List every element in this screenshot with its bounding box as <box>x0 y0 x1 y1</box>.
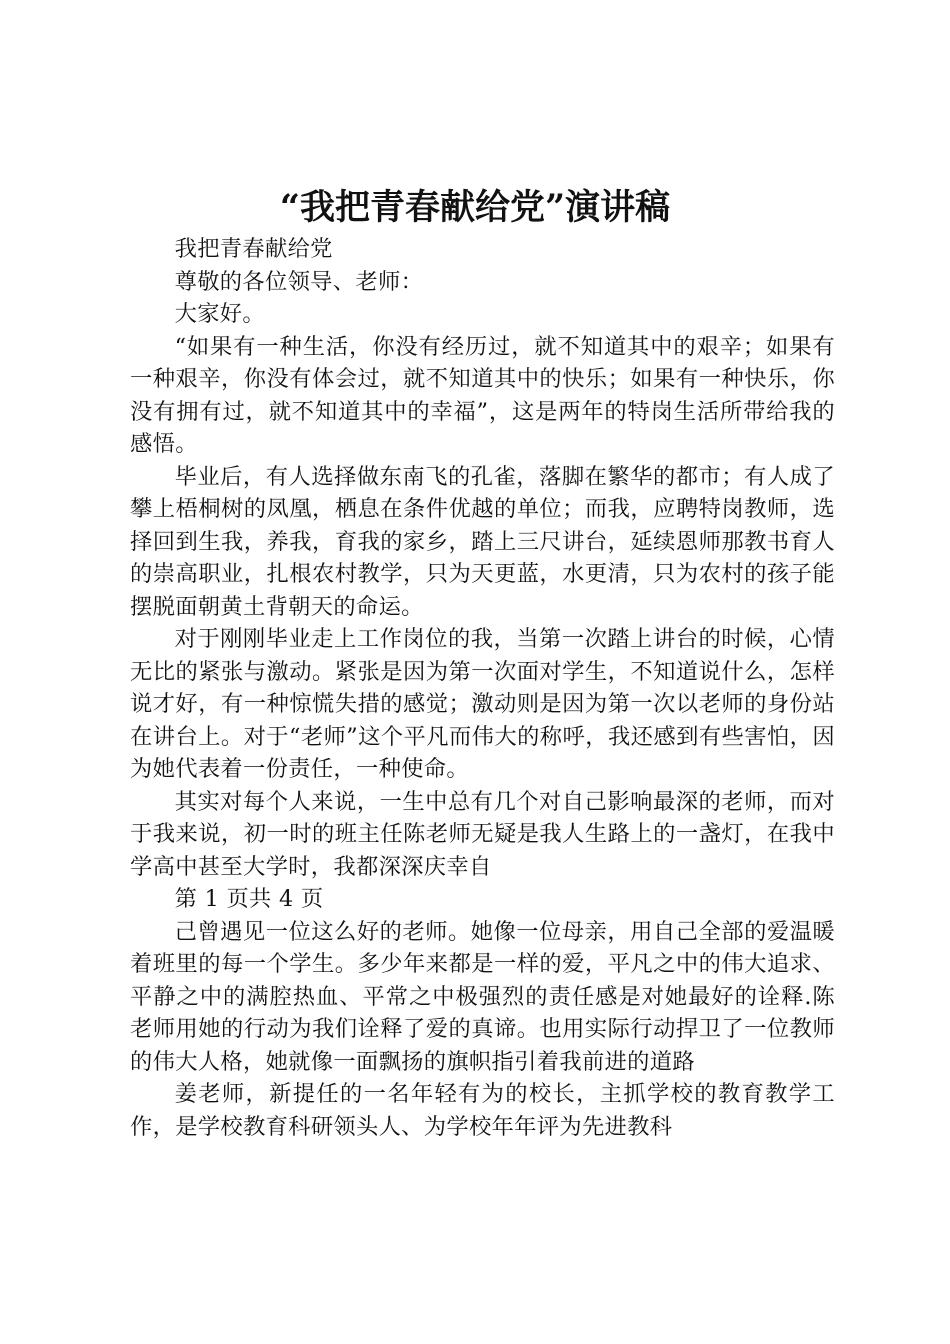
body-paragraph: 其实对每个人来说，一生中总有几个对自己影响最深的老师，而对于我来说，初一时的班主任陈老师无疑是我人生路上的一盏灯，在我中学高中甚至大学时，我都深深庆幸自 <box>130 788 835 880</box>
document-title: “我把青春献给党”演讲稿 <box>279 187 671 228</box>
body-paragraph: 己曾遇见一位这么好的老师。她像一位母亲，用自己全部的爱温暖着班里的每一个学生。多少年来都是一样的爱，平凡之中的伟大追求、平静之中的满腔热血、平常之中极强烈的责任感是对她最好的诠释.陈老师用她的行动为我们诠释了爱的真谛。也用实际行动捍卫了一位教师的伟大人格，她就像一面飘扬的旗帜指引着我前进的道路 <box>130 918 835 1075</box>
document-body <box>130 233 835 1143</box>
page-number-footer: 第 1 页共 4 页 <box>174 886 324 912</box>
greeting-paragraph: 大家好。 <box>174 301 265 327</box>
body-paragraph: 对于刚刚毕业走上工作岗位的我，当第一次踏上讲台的时候，心情无比的紧张与激动。紧张是因为第一次面对学生，不知道说什么，怎样说才好，有一种惊慌失措的感觉；激动则是因为第一次以老师的身份站在讲台上。对于“老师”这个平凡而伟大的称呼，我还感到有些害怕，因为她代表着一份责任，一种使命。 <box>130 626 835 782</box>
subtitle-paragraph: 我把青春献给党 <box>174 236 333 262</box>
body-paragraph: 毕业后，有人选择做东南飞的孔雀，落脚在繁华的都市；有人成了攀上梧桐树的凤凰，栖息在条件优越的单位；而我，应聘特岗教师，选择回到生我，养我，育我的家乡，踏上三尺讲台，延续恩师那教书育人的崇高职业，扎根农村教学，只为天更蓝，水更清，只为农村的孩子能摆脱面朝黄土背朝天的命运。 <box>130 463 835 620</box>
body-paragraph: 姜老师，新提任的一名年轻有为的校长，主抓学校的教育教学工作，是学校教育科研领头人、为学校年年评为先进教科 <box>130 1081 835 1140</box>
salutation-paragraph: 尊敬的各位领导、老师： <box>174 268 424 295</box>
body-paragraph: “如果有一种生活，你没有经历过，就不知道其中的艰辛；如果有一种艰辛，你没有体会过，就不知道其中的快乐；如果有一种快乐，你没有拥有过，就不知道其中的幸福”，这是两年的特岗生活所带给我的感悟。 <box>130 333 835 457</box>
